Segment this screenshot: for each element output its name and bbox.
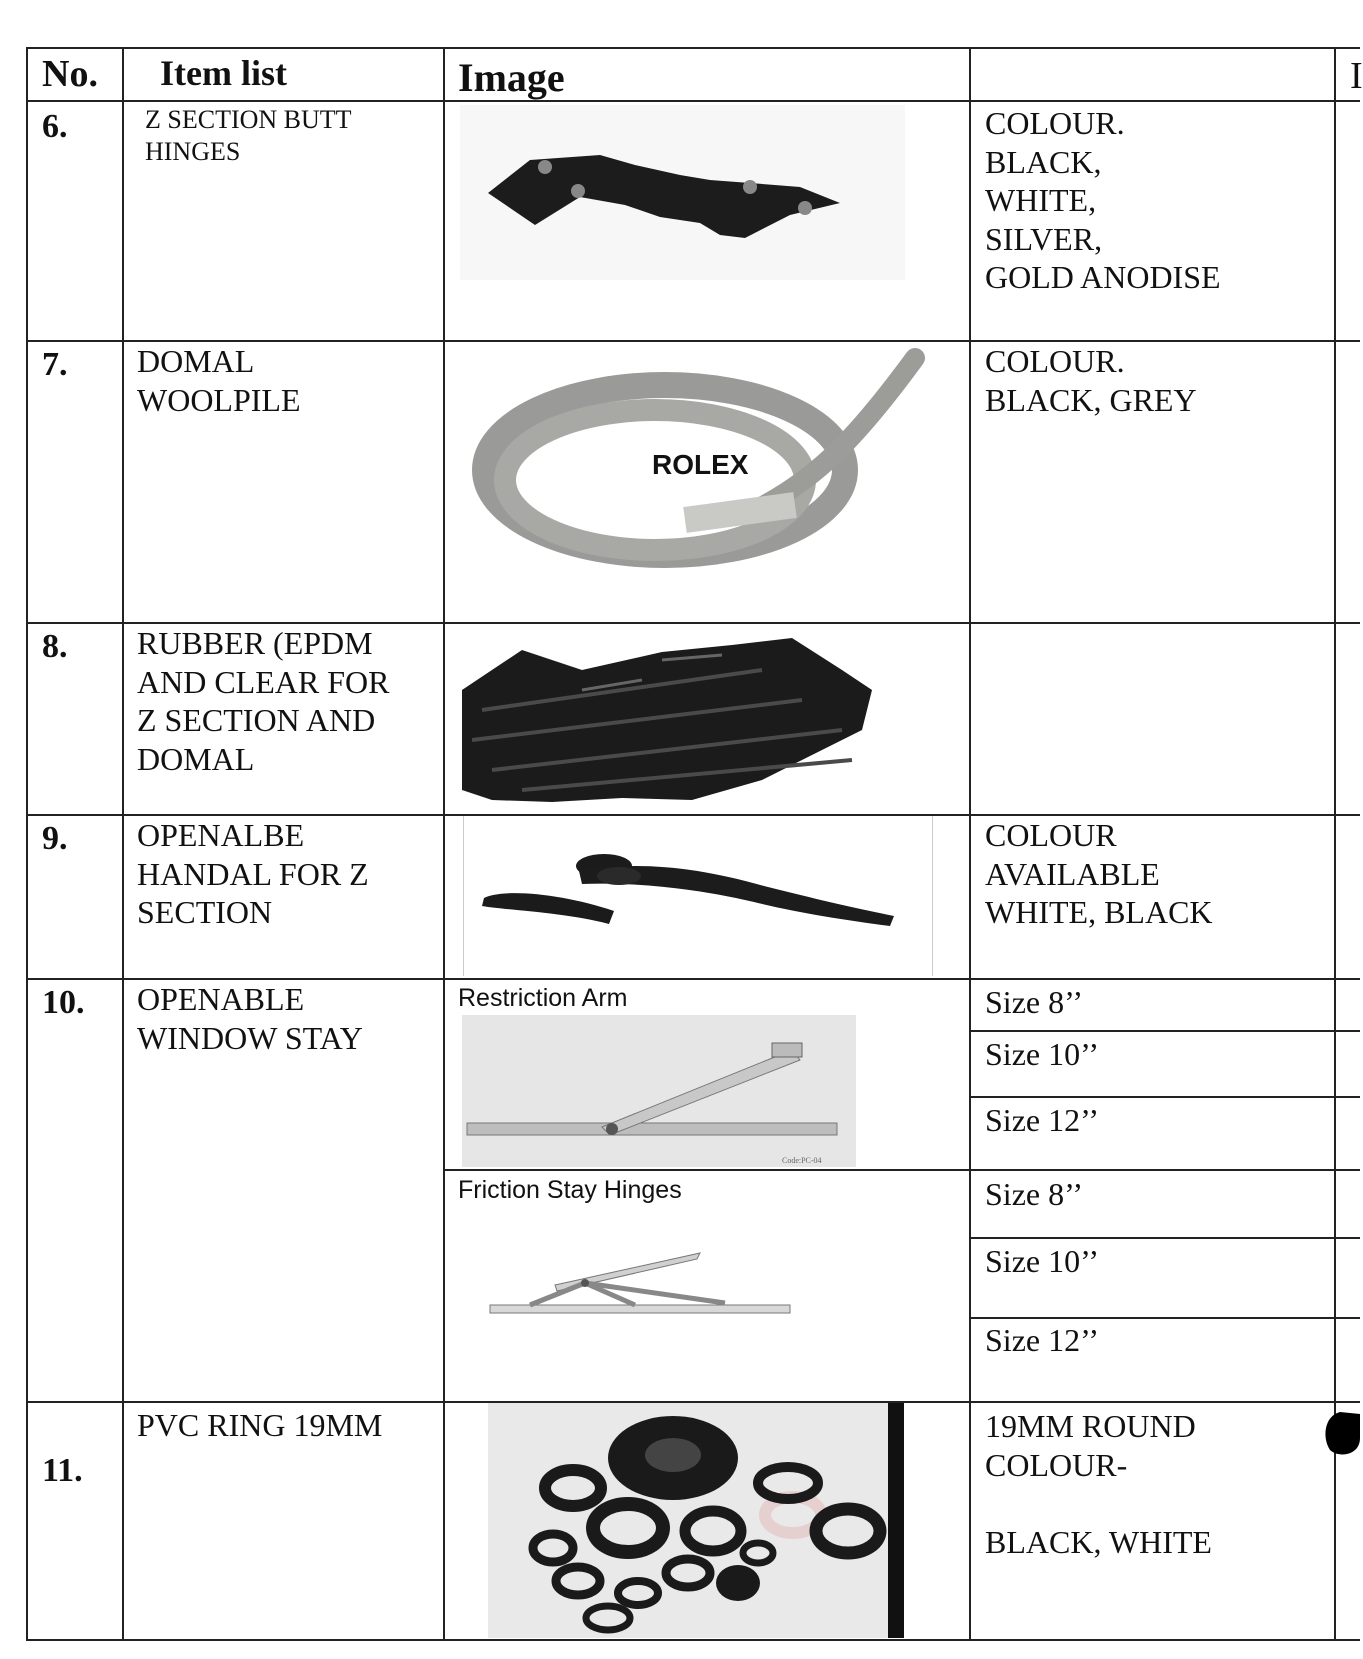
row-number: 9. [42, 820, 68, 857]
friction-stay-hinge-image [485, 1245, 795, 1325]
rubber-profiles-image [462, 630, 882, 808]
header-no: No. [42, 53, 98, 95]
row-number: 10. [42, 984, 85, 1021]
ink-blot-mark [1320, 1408, 1360, 1458]
size-option: Size 10’’ [985, 1036, 1100, 1072]
item-name: RUBBER (EPDM AND CLEAR FOR Z SECTION AND DOMAL [137, 625, 390, 777]
code-label: Code:PC-04 [782, 1156, 822, 1165]
sub-caption: Friction Stay Hinges [458, 1176, 682, 1204]
item-name: Z SECTION BUTT HINGES [145, 105, 352, 166]
row-number: 6. [42, 108, 68, 145]
header-col5: I [1350, 55, 1363, 97]
item-name: PVC RING 19MM [137, 1407, 383, 1443]
item-details: COLOUR AVAILABLE WHITE, BLACK [985, 817, 1213, 930]
item-name: OPENABLE WINDOW STAY [137, 981, 363, 1056]
size-option: Size 12’’ [985, 1322, 1100, 1358]
woolpile-coil-image [455, 350, 945, 590]
z-hinge-image [460, 105, 905, 280]
header-item-list: Item list [160, 53, 287, 93]
item-details: 19MM ROUND COLOUR- BLACK, WHITE [985, 1408, 1212, 1560]
item-name: OPENALBE HANDAL FOR Z SECTION [137, 817, 369, 930]
row-number: 7. [42, 346, 68, 383]
row-number: 8. [42, 628, 68, 665]
header-image: Image [458, 55, 565, 100]
size-option: Size 12’’ [985, 1102, 1100, 1138]
brand-label: ROLEX [652, 449, 749, 480]
sub-caption: Restriction Arm [458, 984, 628, 1012]
pvc-rings-image [488, 1403, 904, 1638]
row-number: 11. [42, 1452, 83, 1489]
item-details: COLOUR. BLACK, WHITE, SILVER, GOLD ANODISE [985, 105, 1221, 295]
size-option: Size 8’’ [985, 984, 1084, 1020]
item-name: DOMAL WOOLPILE [137, 343, 301, 418]
window-handle-image [463, 816, 933, 976]
item-details: COLOUR. BLACK, GREY [985, 343, 1197, 418]
size-option: Size 10’’ [985, 1243, 1100, 1279]
restriction-arm-image [462, 1015, 856, 1167]
size-option: Size 8’’ [985, 1176, 1084, 1212]
